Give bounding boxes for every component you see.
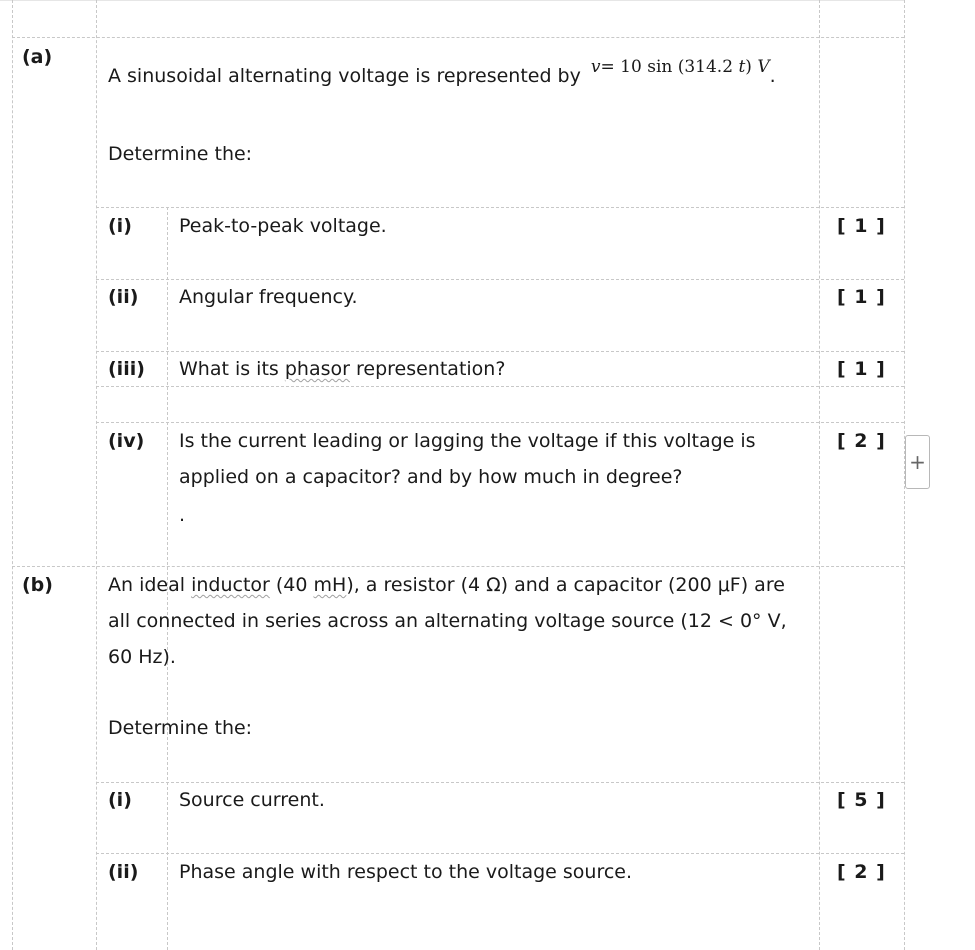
eq-period: . xyxy=(769,65,776,87)
top-border xyxy=(0,0,905,1)
item-text-line1: Is the current leading or lagging the voltage if this voltage is xyxy=(179,430,756,452)
spellcheck-word: mH xyxy=(313,574,347,596)
eq-close: ) xyxy=(745,57,752,77)
part-a-determine: Determine the: xyxy=(108,143,253,165)
add-row-button[interactable] xyxy=(905,435,930,489)
item-text-line2: applied on a capacitor? and by how much in degree? xyxy=(179,466,683,488)
part-b-line3: 60 Hz). xyxy=(108,646,176,668)
item-text: Peak-to-peak voltage. xyxy=(179,215,387,237)
marks: [ 2 ] xyxy=(837,861,886,883)
item-dot: . xyxy=(179,504,186,526)
row-divider xyxy=(96,351,904,352)
row-divider xyxy=(96,853,904,854)
item-text: Source current. xyxy=(179,789,325,811)
part-a-label: (a) xyxy=(22,46,53,68)
marks: [ 1 ] xyxy=(837,358,886,380)
spellcheck-word: phasor xyxy=(284,358,350,380)
row-divider xyxy=(96,207,904,208)
part-b-paragraph xyxy=(108,567,787,675)
voltage-equation xyxy=(591,57,770,77)
grid-line xyxy=(96,0,97,950)
marks: [ 2 ] xyxy=(837,430,886,452)
item-label: (i) xyxy=(108,215,132,237)
part-a-intro-text: A sinusoidal alternating voltage is represented by xyxy=(108,65,581,87)
text-part: (40 xyxy=(269,574,314,596)
spellcheck-word: inductor xyxy=(191,574,270,596)
part-b-line1 xyxy=(108,567,787,603)
text-part: ), a resistor (4 Ω) and a capacitor (200 μF) are xyxy=(346,574,785,596)
row-divider xyxy=(96,422,904,423)
eq-rhs: = 10 sin (314.2 xyxy=(600,57,734,77)
eq-var-v: v xyxy=(590,57,601,77)
marks: [ 1 ] xyxy=(837,215,886,237)
plus-icon: + xyxy=(909,450,926,474)
grid-line xyxy=(12,0,13,950)
item-text: Phase angle with respect to the voltage source. xyxy=(179,861,633,883)
row-divider xyxy=(96,279,904,280)
item-text-part: representation? xyxy=(349,358,506,380)
marks: [ 1 ] xyxy=(837,286,886,308)
item-label: (iv) xyxy=(108,430,145,452)
row-divider xyxy=(12,37,904,38)
row-divider xyxy=(96,386,904,387)
item-label: (ii) xyxy=(108,286,139,308)
part-b-line2: all connected in series across an alternating voltage source (12 < 0° V, xyxy=(108,610,787,632)
part-b-label: (b) xyxy=(22,574,53,596)
part-b-determine: Determine the: xyxy=(108,717,253,739)
text-part: An ideal xyxy=(108,574,192,596)
item-text-part: What is its xyxy=(179,358,285,380)
item-label: (iii) xyxy=(108,358,145,380)
grid-line xyxy=(819,0,820,950)
row-divider xyxy=(96,782,904,783)
item-text xyxy=(179,357,505,381)
item-text: Angular frequency. xyxy=(179,286,358,308)
part-a-intro xyxy=(108,57,776,89)
marks: [ 5 ] xyxy=(837,789,886,811)
item-label: (ii) xyxy=(108,861,139,883)
item-label: (i) xyxy=(108,789,132,811)
eq-var-t: t xyxy=(738,57,746,77)
eq-unit: V xyxy=(757,57,770,77)
